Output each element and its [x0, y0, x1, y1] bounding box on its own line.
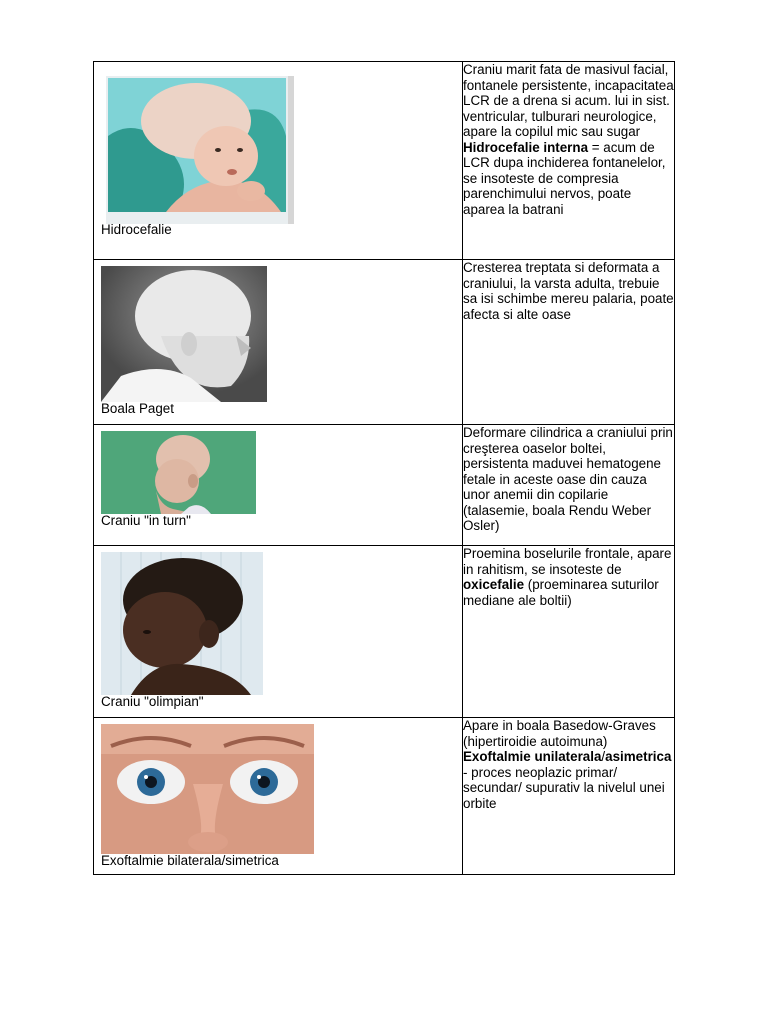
description-cell	[463, 718, 675, 875]
conditions-table	[93, 61, 675, 875]
description-cell	[463, 260, 675, 425]
table-row	[94, 260, 675, 425]
row-caption: Hidrocefalie	[101, 222, 172, 237]
description-text: Apare in boala Basedow-Graves (hipertiroidie autoimuna)	[463, 718, 656, 749]
image-cell	[94, 62, 463, 260]
description-bold-term: oxicefalie	[463, 577, 525, 592]
bilateral-exophthalmos-photo	[101, 724, 314, 854]
description-text: Proemina boselurile frontale, apare in rahitism, se insoteste de	[463, 546, 672, 577]
table-row	[94, 425, 675, 546]
table-row	[94, 62, 675, 260]
description-text: - proces neoplazic primar/ secundar/ supurativ la nivelul unei orbite	[463, 764, 665, 811]
description-cell	[463, 62, 675, 260]
paget-disease-elderly-photo	[101, 266, 267, 402]
description-bold-term: asimetrica	[605, 749, 672, 764]
tower-skull-child-photo	[101, 431, 256, 514]
table-row	[94, 546, 675, 718]
description-cell	[463, 425, 675, 546]
table-row	[94, 718, 675, 875]
row-caption: Exoftalmie bilaterala/simetrica	[101, 853, 279, 868]
description-text: Cresterea treptata si deformata a craniului, la varsta adulta, trebuie sa isi schimbe mereu palaria, poate afecta si alte oase	[463, 260, 674, 322]
hydrocephalus-infant-photo	[106, 76, 294, 224]
image-cell	[94, 425, 463, 546]
description-text: /	[601, 749, 606, 764]
description-text: = acum de LCR dupa inchiderea fontanelelor, se insoteste de compresia parenchimului nervos, poate aparea la batrani	[463, 139, 666, 217]
olympian-skull-child-photo	[101, 552, 263, 695]
row-caption: Boala Paget	[101, 401, 174, 416]
image-cell	[94, 546, 463, 718]
image-cell	[94, 718, 463, 875]
description-text: (proeminarea suturilor mediane ale boltii)	[463, 577, 659, 608]
description-bold-term: Hidrocefalie interna	[463, 139, 589, 155]
image-cell	[94, 260, 463, 425]
description-bold-term: Exoftalmie unilaterala	[463, 749, 602, 764]
description-text: Deformare cilindrica a craniului prin creşterea oaselor boltei, persistenta maduvei hematogene fetale in aceste oase din cauza unor anemii din copilarie (talasemie, boala Rendu Weber Osler)	[463, 425, 673, 533]
row-caption: Craniu "olimpian"	[101, 694, 204, 709]
description-text: Craniu marit fata de masivul facial, fontanele persistente, incapacitatea LCR de a drena si acum. lui in sist. ventricular, tulburari neurologice, apare la copilul mic sau sugar	[463, 62, 674, 139]
row-caption: Craniu "in turn"	[101, 513, 191, 528]
description-cell	[463, 546, 675, 718]
